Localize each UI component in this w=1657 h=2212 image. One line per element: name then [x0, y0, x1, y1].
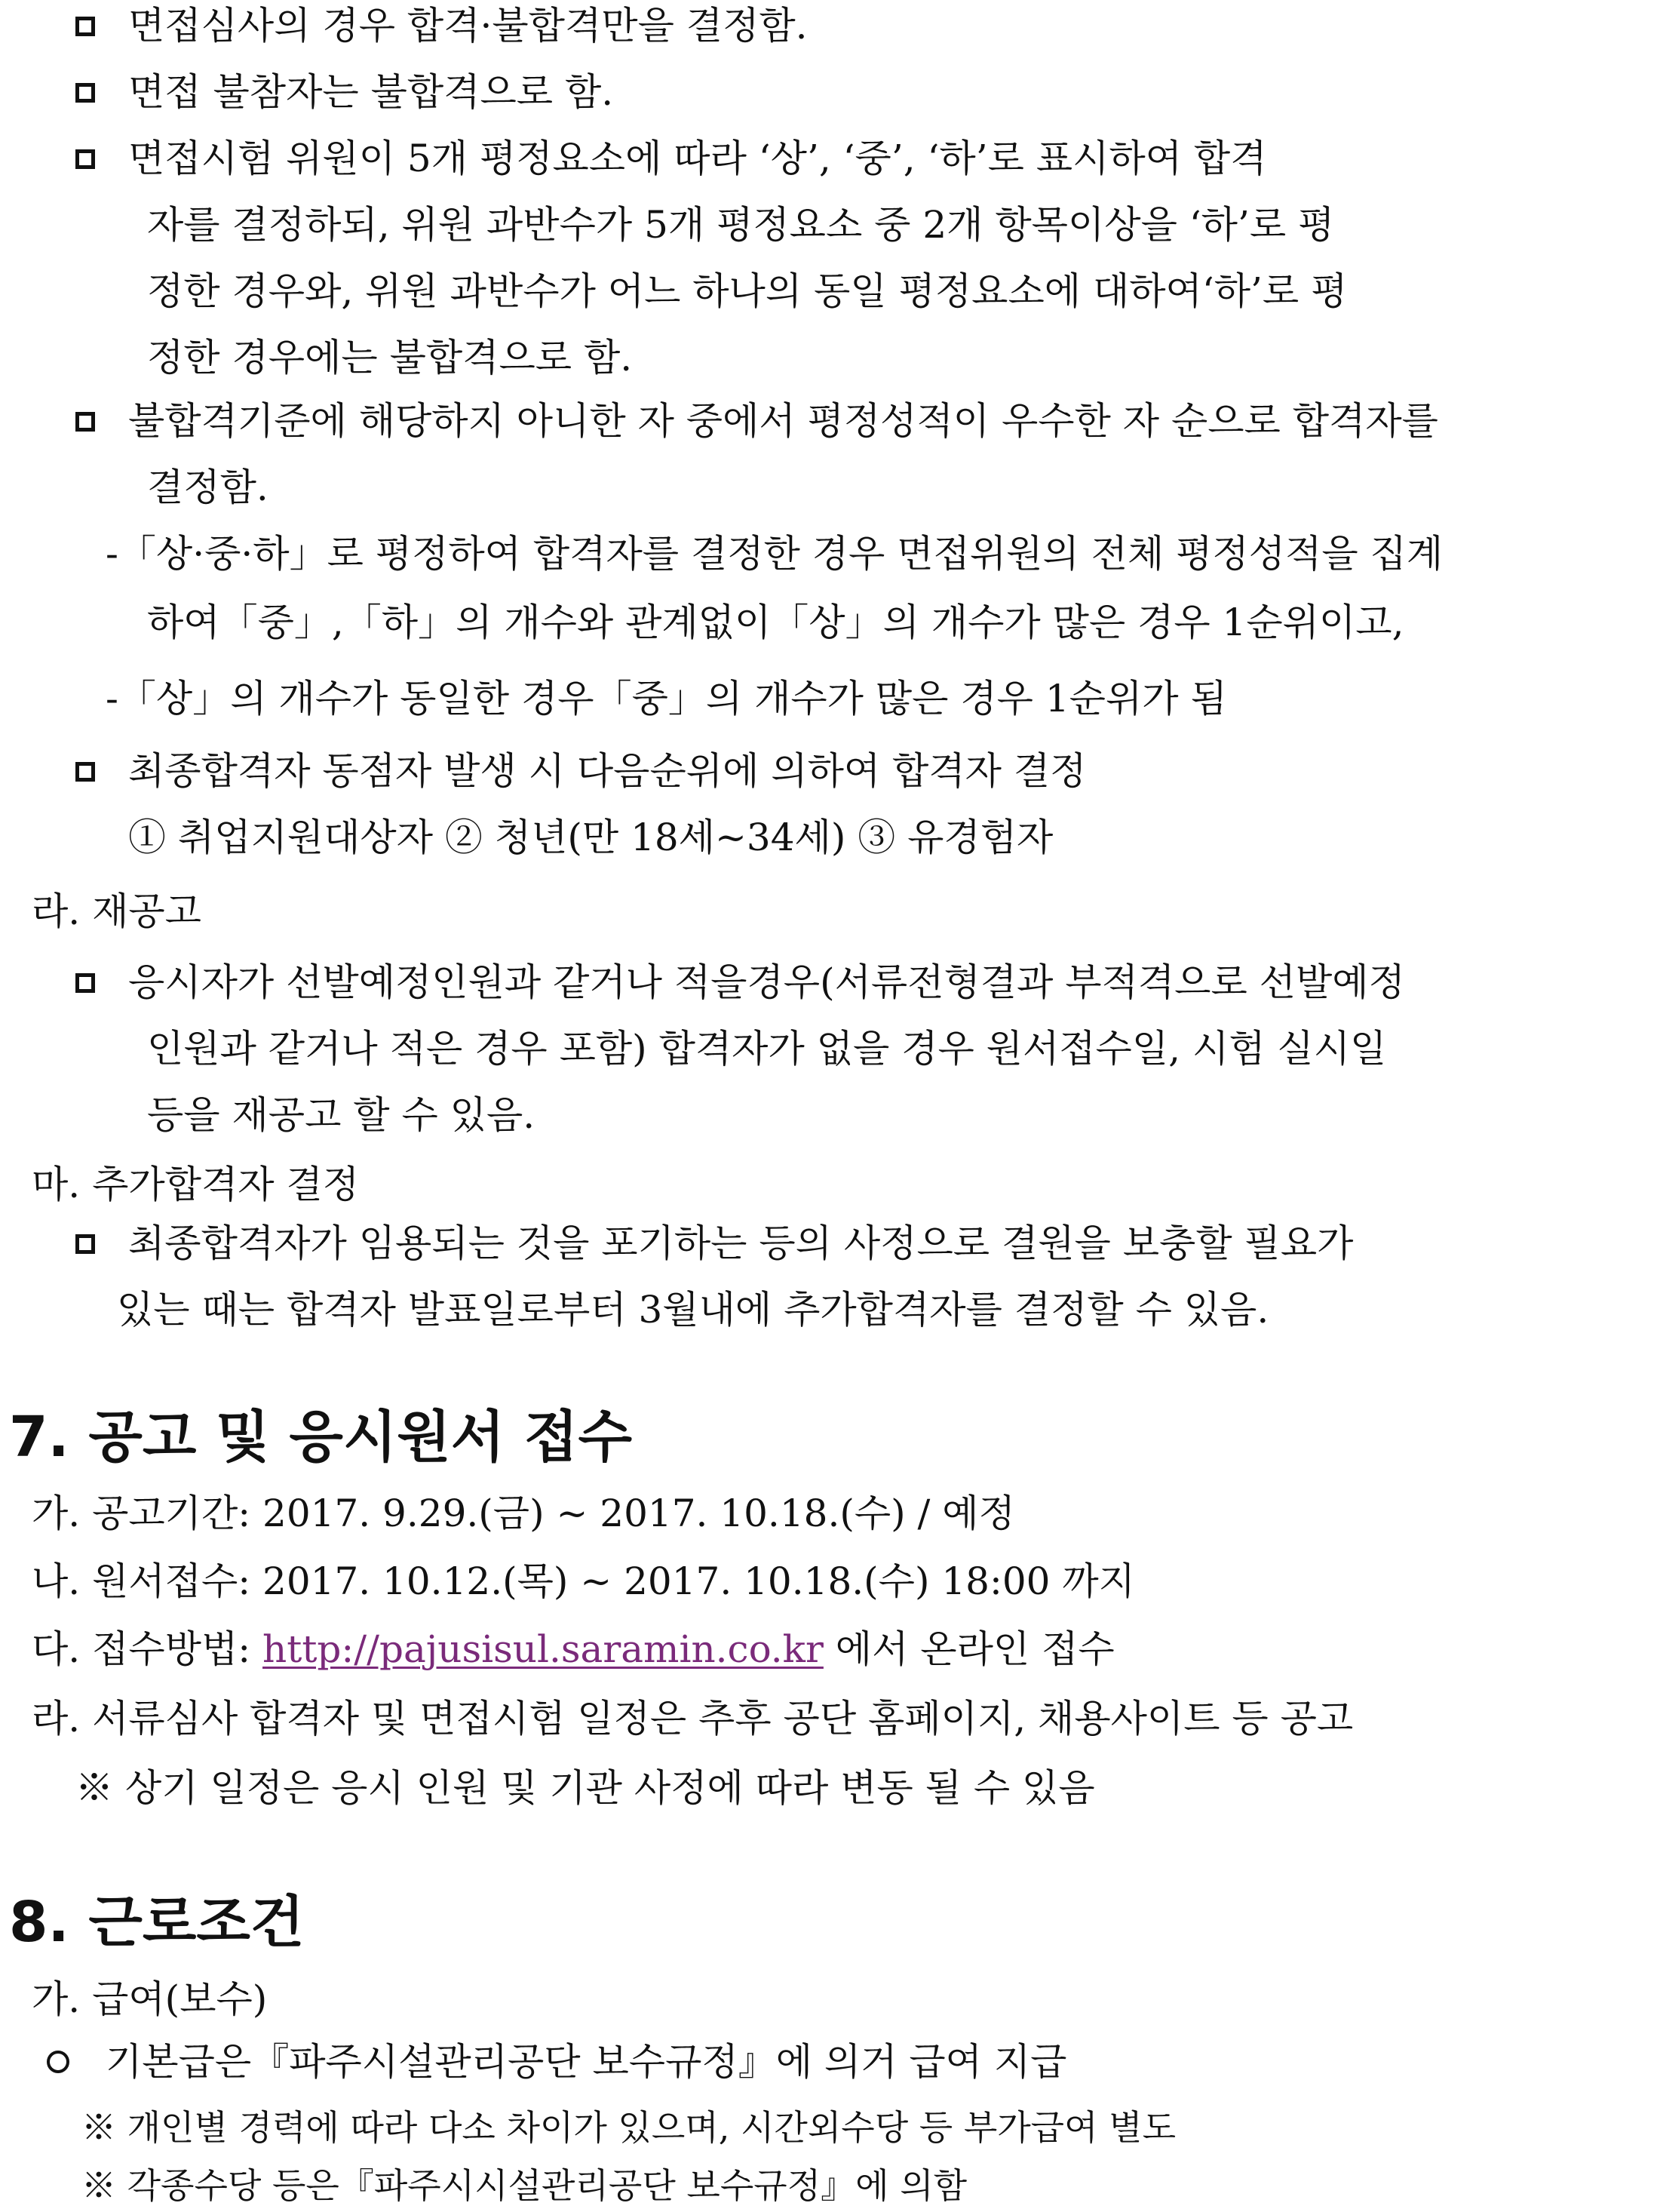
info-line: 라. 서류심사 합격자 및 면접시험 일정은 추후 공단 홈페이지, 채용사이트 등 공고 [32, 1697, 1354, 1740]
checkbox-bullet-icon [75, 973, 95, 993]
subsection-heading: 가. 급여(보수) [32, 1977, 268, 2021]
list-item-line: 자를 결정하되, 위원 과반수가 5개 평정요소 중 2개 항목이상을 ‘하’로 평 [147, 203, 1335, 247]
list-item-line: 최종합격자가 임용되는 것을 포기하는 등의 사정으로 결원을 보충할 필요가 [128, 1221, 1354, 1265]
note-line: ※ 개인별 경력에 따라 다소 차이가 있으며, 시간외수당 등 부가급여 별도 [81, 2107, 1177, 2148]
list-item-line: 정한 경우와, 위원 과반수가 어느 하나의 동일 평정요소에 대하여‘하’로 평 [147, 269, 1348, 313]
checkbox-bullet-icon [75, 762, 95, 782]
checkbox-bullet-icon [75, 149, 95, 169]
info-line: 나. 원서접수: 2017. 10.12.(목) ~ 2017. 10.18.(수) 18:00 까지 [32, 1559, 1135, 1603]
list-item-line: 불합격기준에 해당하지 아니한 자 중에서 평정성적이 우수한 자 순으로 합격자를 [128, 399, 1438, 443]
checkbox-bullet-icon [75, 83, 95, 103]
list-item-line: 면접시험 위원이 5개 평정요소에 따라 ‘상’, ‘중’, ‘하’로 표시하여 합격 [128, 137, 1267, 180]
application-link[interactable]: http://pajusisul.saramin.co.kr [262, 1627, 824, 1671]
sub-item-line: 하여「중」,「하」의 개수와 관계없이「상」의 개수가 많은 경우 1순위이고, [147, 601, 1404, 644]
list-item-line: 결정함. [147, 465, 268, 509]
sub-item-line: -「상·중·하」로 평정하여 합격자를 결정한 경우 면접위원의 전체 평정성적을 집계 [106, 532, 1444, 576]
checkbox-bullet-icon [75, 412, 95, 432]
circle-bullet-icon [47, 2051, 69, 2073]
list-item: 기본급은『파주시설관리공단 보수규정』에 의거 급여 지급 [106, 2040, 1067, 2084]
list-item-line: 인원과 같거나 적은 경우 포함) 합격자가 없을 경우 원서접수일, 시험 실시일 [147, 1027, 1387, 1071]
section-title: 7. 공고 및 응시원서 접수 [9, 1405, 633, 1470]
info-text: 에서 온라인 접수 [823, 1627, 1115, 1671]
list-item-line: 있는 때는 합격자 발표일로부터 3월내에 추가합격자를 결정할 수 있음. [117, 1288, 1269, 1332]
subsection-heading: 마. 추가합격자 결정 [32, 1163, 360, 1206]
checkbox-bullet-icon [75, 1234, 95, 1254]
section-title: 8. 근로조건 [9, 1890, 305, 1955]
list-item-line: 등을 재공고 할 수 있음. [147, 1093, 535, 1137]
note-line: ※ 상기 일정은 응시 인원 및 기관 사정에 따라 변동 될 수 있음 [75, 1766, 1095, 1810]
list-item: 최종합격자 동점자 발생 시 다음순위에 의하여 합격자 결정 [128, 749, 1087, 793]
list-item-line: 정한 경우에는 불합격으로 함. [147, 336, 633, 379]
note-line: ※ 각종수당 등은『파주시시설관리공단 보수규정』에 의함 [81, 2165, 968, 2206]
info-line: 가. 공고기간: 2017. 9.29.(금) ~ 2017. 10.18.(수) / 예정 [32, 1492, 1015, 1535]
list-item: 면접 불참자는 불합격으로 함. [128, 70, 614, 114]
checkbox-bullet-icon [75, 17, 95, 36]
priority-list: ① 취업지원대상자 ② 청년(만 18세~34세) ③ 유경험자 [128, 816, 1054, 859]
list-item: 면접심사의 경우 합격·불합격만을 결정함. [128, 4, 808, 48]
info-label: 다. 접수방법: [32, 1627, 263, 1671]
info-line [32, 1627, 1115, 1672]
sub-item-line: -「상」의 개수가 동일한 경우「중」의 개수가 많은 경우 1순위가 됨 [106, 677, 1227, 720]
list-item-line: 응시자가 선발예정인원과 같거나 적을경우(서류전형결과 부적격으로 선발예정 [128, 960, 1405, 1004]
subsection-heading: 라. 재공고 [32, 889, 201, 933]
